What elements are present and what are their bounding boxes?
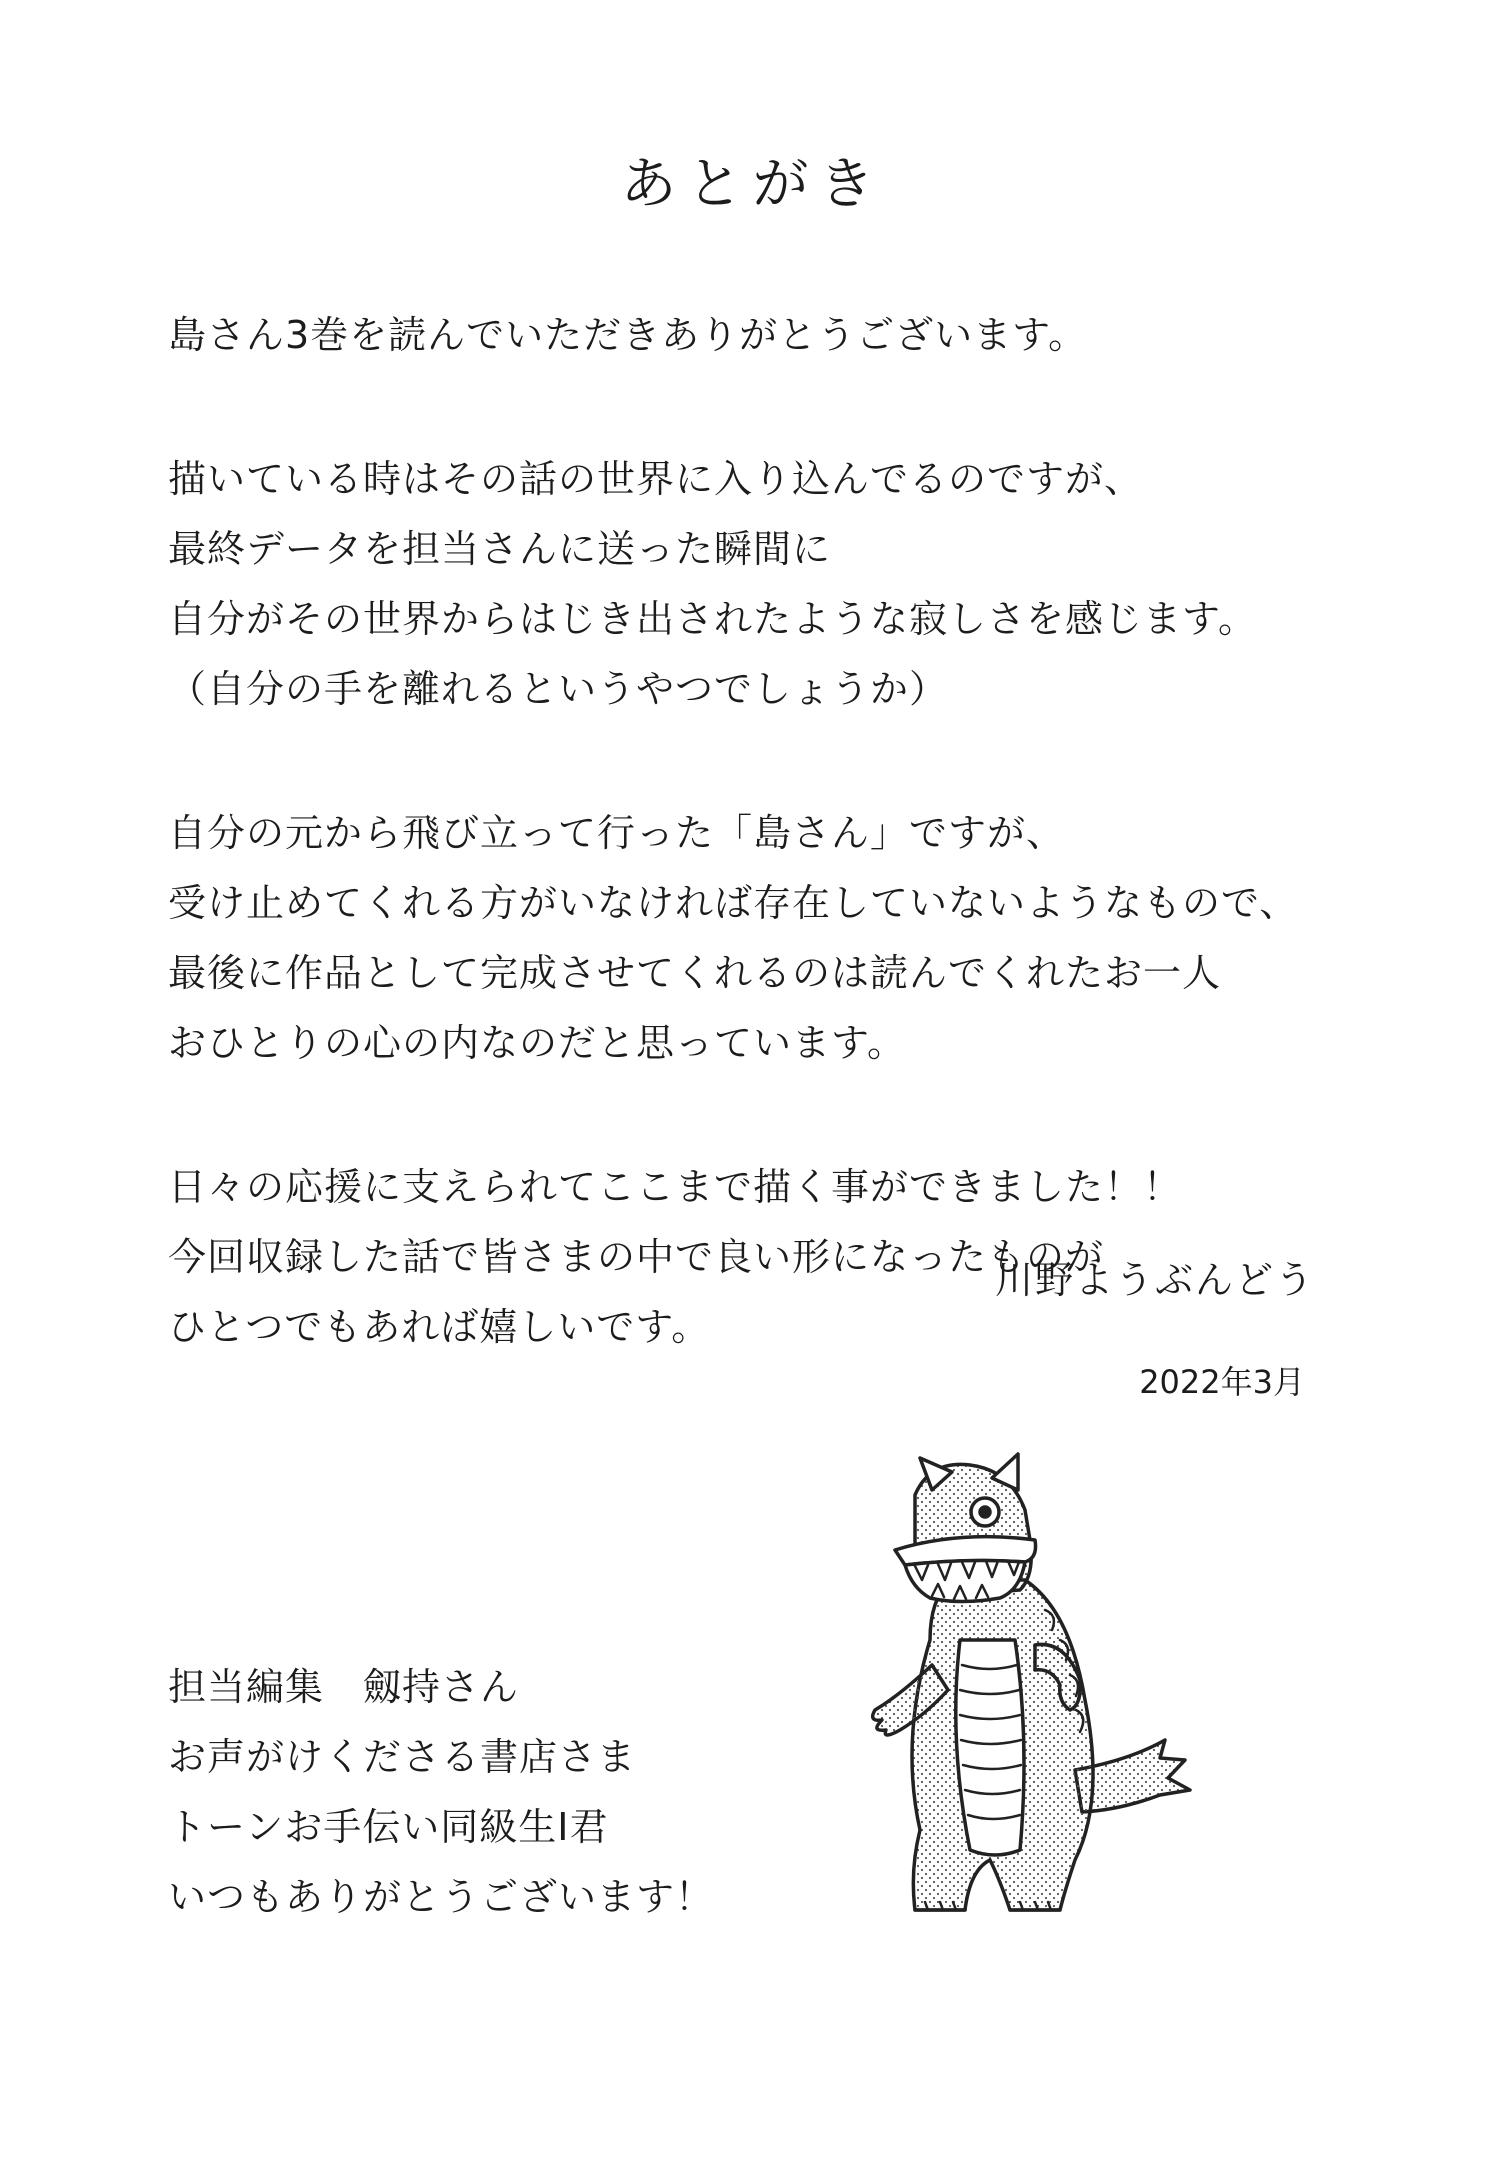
text-line: 島さん3巻を読んでいただきありがとうございます。 <box>168 313 1088 357</box>
text-line: 今回収録した話で皆さまの中で良い形になったものが <box>168 1235 1105 1279</box>
author-signature: 川野ようぶんどう <box>994 1258 1315 1302</box>
date-label: 2022年3月 <box>1139 1363 1305 1401</box>
text-line: 描いている時はその話の世界に入り込んでるのですが、 <box>168 457 1144 501</box>
page-title: あとがき <box>620 152 885 217</box>
thanks-line: お声がけくださる書店さま <box>168 1735 637 1779</box>
text-line: 最終データを担当さんに送った瞬間に <box>168 527 832 571</box>
text-line: おひとりの心の内なのだと思っています。 <box>168 1021 906 1065</box>
acknowledgements <box>168 1652 714 1932</box>
paragraph-1 <box>168 300 1408 370</box>
kaiju-monster-icon <box>820 1440 1220 1940</box>
text-line: 最後に作品として完成させてくれるのは読んでくれたお一人 <box>168 951 1222 995</box>
text-line: 日々の応援に支えられてここまで描く事ができました！！ <box>168 1165 1183 1209</box>
text-line: （自分の手を離れるというやつでしょうか） <box>168 667 949 711</box>
text-line: 受け止めてくれる方がいなければ存在していないようなもので、 <box>168 881 1299 925</box>
thanks-line: いつもありがとうございます！ <box>168 1875 715 1919</box>
paragraph-3 <box>168 798 1408 1078</box>
text-line: ひとつでもあれば嬉しいです。 <box>168 1305 711 1349</box>
text-line: 自分がその世界からはじき出されたような寂しさを感じます。 <box>168 597 1257 641</box>
paragraph-2 <box>168 444 1408 724</box>
thanks-line: トーンお手伝い同級生I君 <box>168 1805 609 1849</box>
thanks-line: 担当編集 劔持さん <box>168 1665 520 1709</box>
text-line: 自分の元から飛び立って行った「島さん」ですが、 <box>168 811 1066 855</box>
